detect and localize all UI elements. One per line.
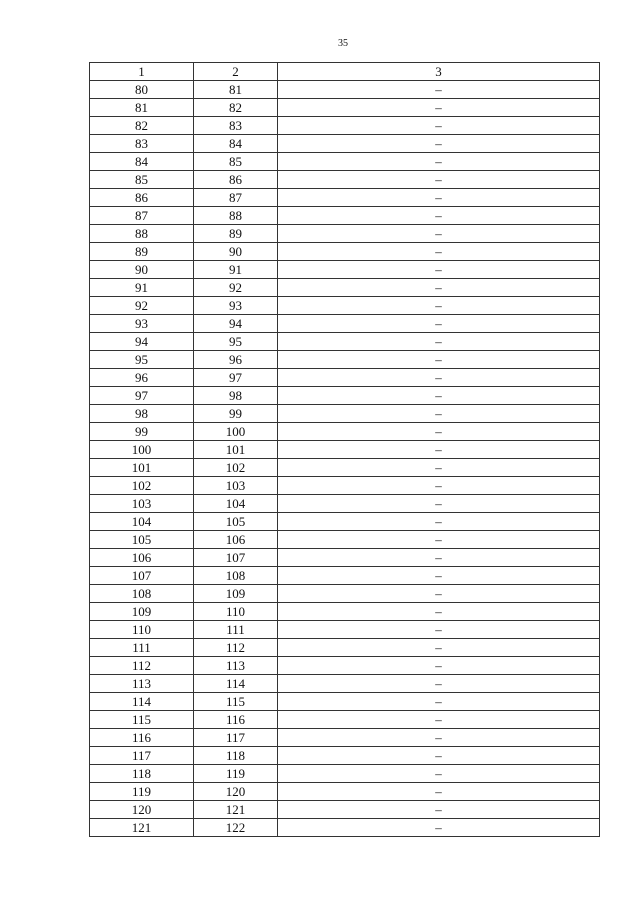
table-cell-col-1: 103 [90, 495, 194, 513]
table-row [90, 117, 600, 135]
table-cell-col-3: – [278, 261, 600, 279]
table-cell-col-3: – [278, 99, 600, 117]
table-cell-col-1: 111 [90, 639, 194, 657]
table-row [90, 459, 600, 477]
table-row [90, 99, 600, 117]
table-cell-col-3: – [278, 189, 600, 207]
column-header-3: 3 [278, 63, 600, 81]
table-cell-col-1: 108 [90, 585, 194, 603]
table-cell-col-1: 119 [90, 783, 194, 801]
table-cell-col-2: 110 [194, 603, 278, 621]
table-cell-col-1: 121 [90, 819, 194, 837]
table-cell-col-1: 97 [90, 387, 194, 405]
table-row [90, 135, 600, 153]
table-cell-col-1: 92 [90, 297, 194, 315]
table-cell-col-1: 112 [90, 657, 194, 675]
table-row [90, 801, 600, 819]
table-cell-col-1: 116 [90, 729, 194, 747]
table-cell-col-2: 86 [194, 171, 278, 189]
table-row [90, 243, 600, 261]
table-cell-col-1: 89 [90, 243, 194, 261]
table-cell-col-3: – [278, 477, 600, 495]
table-cell-col-1: 81 [90, 99, 194, 117]
table-row [90, 297, 600, 315]
table-cell-col-3: – [278, 207, 600, 225]
table-cell-col-2: 120 [194, 783, 278, 801]
table-cell-col-2: 121 [194, 801, 278, 819]
column-header-2: 2 [194, 63, 278, 81]
table-row [90, 261, 600, 279]
table-cell-col-1: 86 [90, 189, 194, 207]
table-cell-col-2: 119 [194, 765, 278, 783]
table-cell-col-3: – [278, 441, 600, 459]
table-row [90, 819, 600, 837]
table-cell-col-2: 98 [194, 387, 278, 405]
table-cell-col-2: 99 [194, 405, 278, 423]
table-cell-col-3: – [278, 369, 600, 387]
table-row [90, 495, 600, 513]
table-row [90, 549, 600, 567]
table-row [90, 171, 600, 189]
table-cell-col-3: – [278, 585, 600, 603]
table-row [90, 531, 600, 549]
table-cell-col-2: 82 [194, 99, 278, 117]
table-row [90, 567, 600, 585]
table-cell-col-3: – [278, 549, 600, 567]
table-cell-col-2: 92 [194, 279, 278, 297]
page-number: 35 [338, 38, 348, 49]
table-cell-col-2: 85 [194, 153, 278, 171]
table-cell-col-2: 88 [194, 207, 278, 225]
table-row [90, 585, 600, 603]
table-cell-col-3: – [278, 279, 600, 297]
table-cell-col-2: 109 [194, 585, 278, 603]
table-cell-col-3: – [278, 387, 600, 405]
table-cell-col-2: 84 [194, 135, 278, 153]
table-cell-col-1: 106 [90, 549, 194, 567]
table-cell-col-2: 113 [194, 657, 278, 675]
table-cell-col-3: – [278, 765, 600, 783]
table-cell-col-3: – [278, 639, 600, 657]
table-cell-col-3: – [278, 747, 600, 765]
table-cell-col-3: – [278, 405, 600, 423]
table-cell-col-2: 94 [194, 315, 278, 333]
table-cell-col-2: 101 [194, 441, 278, 459]
table-cell-col-1: 109 [90, 603, 194, 621]
table-cell-col-2: 116 [194, 711, 278, 729]
table-cell-col-1: 84 [90, 153, 194, 171]
table-cell-col-2: 111 [194, 621, 278, 639]
table-cell-col-2: 103 [194, 477, 278, 495]
table-row [90, 711, 600, 729]
table-cell-col-1: 88 [90, 225, 194, 243]
table-cell-col-1: 94 [90, 333, 194, 351]
table-row [90, 405, 600, 423]
table-cell-col-2: 97 [194, 369, 278, 387]
table-cell-col-1: 115 [90, 711, 194, 729]
table-cell-col-1: 83 [90, 135, 194, 153]
table-cell-col-1: 90 [90, 261, 194, 279]
table-cell-col-2: 96 [194, 351, 278, 369]
table-cell-col-3: – [278, 333, 600, 351]
table-cell-col-1: 114 [90, 693, 194, 711]
table-cell-col-3: – [278, 603, 600, 621]
data-table [89, 62, 600, 837]
table-cell-col-3: – [278, 693, 600, 711]
table-cell-col-3: – [278, 81, 600, 99]
table-cell-col-3: – [278, 801, 600, 819]
table-row [90, 387, 600, 405]
table-cell-col-1: 98 [90, 405, 194, 423]
table-cell-col-3: – [278, 243, 600, 261]
table-row [90, 765, 600, 783]
table-cell-col-3: – [278, 495, 600, 513]
table-cell-col-1: 104 [90, 513, 194, 531]
table-cell-col-2: 108 [194, 567, 278, 585]
table-cell-col-3: – [278, 531, 600, 549]
table-cell-col-1: 118 [90, 765, 194, 783]
table-cell-col-3: – [278, 729, 600, 747]
table-cell-col-3: – [278, 153, 600, 171]
table-row [90, 81, 600, 99]
table-row [90, 657, 600, 675]
table-row [90, 351, 600, 369]
table-cell-col-2: 104 [194, 495, 278, 513]
table-cell-col-1: 99 [90, 423, 194, 441]
table-cell-col-3: – [278, 657, 600, 675]
table-cell-col-2: 93 [194, 297, 278, 315]
table-cell-col-1: 96 [90, 369, 194, 387]
table-cell-col-3: – [278, 513, 600, 531]
table-cell-col-1: 85 [90, 171, 194, 189]
table-cell-col-2: 81 [194, 81, 278, 99]
table-cell-col-3: – [278, 351, 600, 369]
table-cell-col-2: 90 [194, 243, 278, 261]
table-row [90, 207, 600, 225]
header-row [90, 63, 600, 81]
table-row [90, 369, 600, 387]
table-row [90, 783, 600, 801]
table-cell-col-1: 82 [90, 117, 194, 135]
table-cell-col-3: – [278, 621, 600, 639]
table-cell-col-3: – [278, 567, 600, 585]
table-cell-col-1: 91 [90, 279, 194, 297]
table-cell-col-1: 110 [90, 621, 194, 639]
column-header-1: 1 [90, 63, 194, 81]
table-row [90, 423, 600, 441]
table-cell-col-2: 117 [194, 729, 278, 747]
table-row [90, 639, 600, 657]
table-cell-col-1: 87 [90, 207, 194, 225]
table-cell-col-3: – [278, 135, 600, 153]
table-cell-col-2: 100 [194, 423, 278, 441]
table-cell-col-3: – [278, 783, 600, 801]
table-cell-col-2: 115 [194, 693, 278, 711]
table-cell-col-3: – [278, 171, 600, 189]
table-cell-col-1: 105 [90, 531, 194, 549]
table-cell-col-3: – [278, 225, 600, 243]
table-cell-col-3: – [278, 675, 600, 693]
table-cell-col-2: 107 [194, 549, 278, 567]
table-cell-col-1: 102 [90, 477, 194, 495]
table-cell-col-1: 100 [90, 441, 194, 459]
table-cell-col-2: 122 [194, 819, 278, 837]
table-cell-col-1: 95 [90, 351, 194, 369]
table-row [90, 189, 600, 207]
table-cell-col-3: – [278, 459, 600, 477]
table-row [90, 603, 600, 621]
table-cell-col-1: 93 [90, 315, 194, 333]
table-cell-col-2: 118 [194, 747, 278, 765]
table-cell-col-1: 120 [90, 801, 194, 819]
table-cell-col-2: 91 [194, 261, 278, 279]
table-cell-col-2: 95 [194, 333, 278, 351]
table-row [90, 675, 600, 693]
table-cell-col-1: 113 [90, 675, 194, 693]
table-cell-col-1: 107 [90, 567, 194, 585]
table-cell-col-1: 117 [90, 747, 194, 765]
table-row [90, 279, 600, 297]
table-cell-col-2: 102 [194, 459, 278, 477]
table-row [90, 477, 600, 495]
table-cell-col-1: 101 [90, 459, 194, 477]
table-row [90, 693, 600, 711]
table-cell-col-3: – [278, 117, 600, 135]
table-cell-col-2: 89 [194, 225, 278, 243]
table-row [90, 315, 600, 333]
table-row [90, 225, 600, 243]
table-cell-col-3: – [278, 819, 600, 837]
table-cell-col-2: 83 [194, 117, 278, 135]
table-row [90, 747, 600, 765]
table-cell-col-3: – [278, 423, 600, 441]
table-row [90, 513, 600, 531]
table-cell-col-2: 112 [194, 639, 278, 657]
table-row [90, 153, 600, 171]
table-cell-col-2: 87 [194, 189, 278, 207]
table-row [90, 621, 600, 639]
table-cell-col-2: 114 [194, 675, 278, 693]
table-row [90, 729, 600, 747]
table-row [90, 441, 600, 459]
table-cell-col-3: – [278, 711, 600, 729]
table-cell-col-2: 105 [194, 513, 278, 531]
table-cell-col-1: 80 [90, 81, 194, 99]
table-cell-col-3: – [278, 315, 600, 333]
table-cell-col-3: – [278, 297, 600, 315]
table-cell-col-2: 106 [194, 531, 278, 549]
table-row [90, 333, 600, 351]
